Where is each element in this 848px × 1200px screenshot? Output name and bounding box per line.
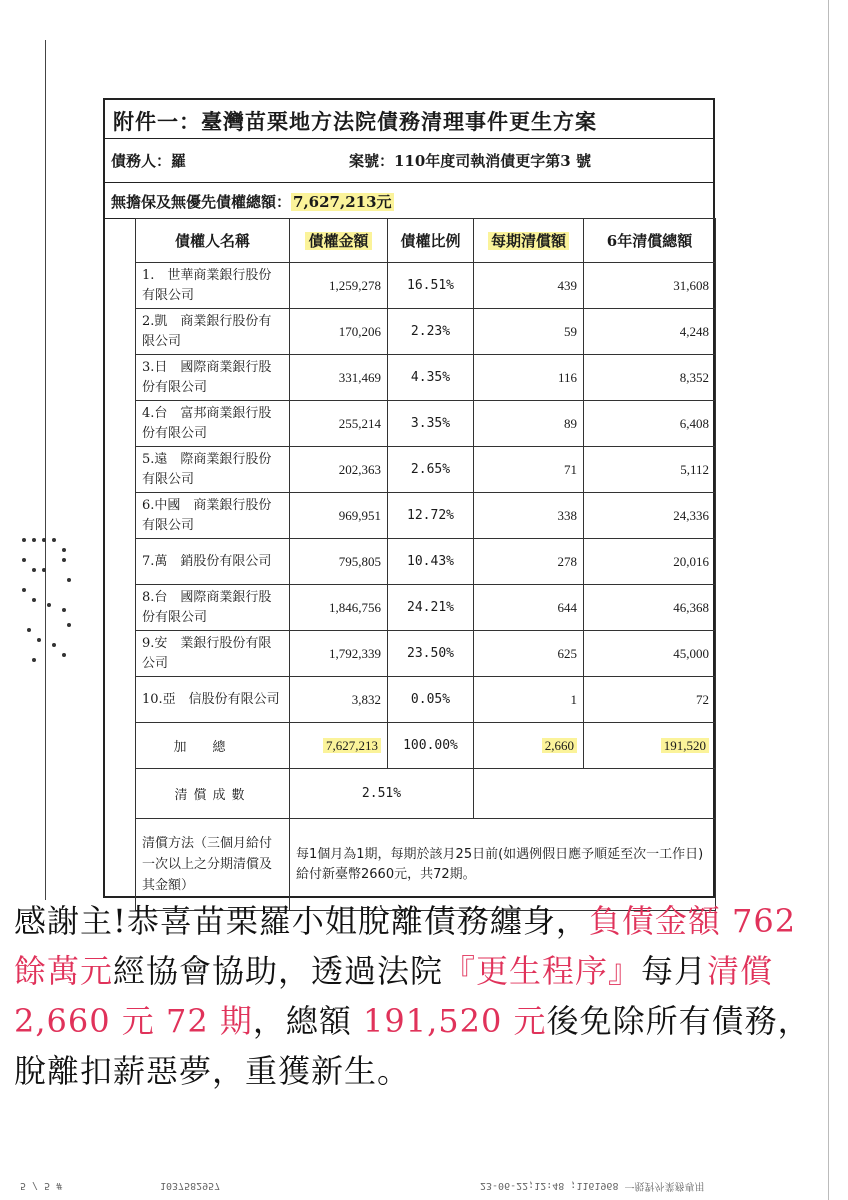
footer-fax: 1037582957 [160, 1180, 221, 1191]
claim-ratio: 3.35% [388, 401, 474, 447]
table-header-row [136, 219, 716, 263]
creditor-name: 2.凱 商業銀行股份有限公司 [136, 309, 290, 355]
table-row [136, 539, 716, 585]
six-year-total: 6,408 [584, 401, 716, 447]
caption-procedure: 『更生程序』 [443, 952, 642, 990]
footer-page: 5 / 5 # [20, 1180, 63, 1191]
header-claim-ratio: 債權比例 [388, 219, 474, 263]
sum-ratio: 100.00% [388, 723, 474, 769]
repayment-method-label: 清償方法（三個月給付一次以上之分期清償及其金額） [136, 819, 290, 911]
claim-ratio: 2.23% [388, 309, 474, 355]
sum-label: 加總 [136, 723, 290, 769]
per-period-amount: 338 [474, 493, 584, 539]
table-row [136, 677, 716, 723]
claim-ratio: 24.21% [388, 585, 474, 631]
six-year-total: 72 [584, 677, 716, 723]
six-year-total: 8,352 [584, 355, 716, 401]
six-year-total: 24,336 [584, 493, 716, 539]
caption-part-9: 後免除所有債務，脫離扣薪惡夢，重獲新生。 [14, 1002, 811, 1090]
total-claims-value: 7,627,213元 [293, 193, 392, 211]
per-period-amount: 644 [474, 585, 584, 631]
debtor-name: 債務人：羅 [111, 152, 187, 170]
table-row [136, 631, 716, 677]
per-period-amount: 116 [474, 355, 584, 401]
claim-ratio: 0.05% [388, 677, 474, 723]
sum-amount: 7,627,213 [323, 738, 381, 753]
claim-amount: 1,846,756 [290, 585, 388, 631]
punch-hole-dots [14, 530, 84, 670]
table-row [136, 401, 716, 447]
caption-total: 191,520 元 [363, 1002, 547, 1040]
claim-amount: 969,951 [290, 493, 388, 539]
claim-amount: 255,214 [290, 401, 388, 447]
claims-table [135, 218, 716, 911]
creditor-name: 8.台 國際商業銀行股份有限公司 [136, 585, 290, 631]
creditor-name: 1. 世華商業銀行股份有限公司 [136, 263, 290, 309]
claim-ratio: 4.35% [388, 355, 474, 401]
creditor-name: 3.日 國際商業銀行股份有限公司 [136, 355, 290, 401]
claim-amount: 170,206 [290, 309, 388, 355]
creditor-name: 5.遠 際商業銀行股份有限公司 [136, 447, 290, 493]
per-period-amount: 625 [474, 631, 584, 677]
table-row [136, 447, 716, 493]
per-period-amount: 278 [474, 539, 584, 585]
claim-ratio: 2.65% [388, 447, 474, 493]
creditor-name: 10.亞 信股份有限公司 [136, 677, 290, 723]
per-period-amount: 1 [474, 677, 584, 723]
six-year-total: 45,000 [584, 631, 716, 677]
header-six-year-total: 6年清償總額 [584, 219, 716, 263]
table-row [136, 585, 716, 631]
title-row [105, 100, 713, 139]
repayment-rate-label: 清償成數 [136, 769, 290, 819]
debtor-row [105, 138, 713, 183]
caption-debt-amount: 負債金額 762 餘萬元 [14, 902, 797, 990]
six-year-total: 20,016 [584, 539, 716, 585]
claim-ratio: 16.51% [388, 263, 474, 309]
footer-timestamp: 23-06-22;12:48 ;1161968 一般對外業務專用 [480, 1180, 705, 1191]
creditor-name: 9.安 業銀行股份有限公司 [136, 631, 290, 677]
table-row [136, 309, 716, 355]
per-period-amount: 439 [474, 263, 584, 309]
restructuring-plan-document [103, 98, 715, 898]
claim-amount: 795,805 [290, 539, 388, 585]
sum-per-period: 2,660 [542, 738, 577, 753]
header-claim-amount: 債權金額 [290, 219, 388, 263]
claim-amount: 3,832 [290, 677, 388, 723]
caption-part-5: 每月 [641, 952, 708, 990]
claim-ratio: 10.43% [388, 539, 474, 585]
header-per-period: 每期清償額 [474, 219, 584, 263]
creditor-name: 4.台 富邦商業銀行股份有限公司 [136, 401, 290, 447]
caption-repayment: 清償 2,660 元 72 期 [14, 952, 774, 1040]
table-row [136, 355, 716, 401]
six-year-total: 4,248 [584, 309, 716, 355]
claim-amount: 1,259,278 [290, 263, 388, 309]
case-number: 案號：110年度司執消債更字第3 號 [349, 152, 591, 170]
per-period-amount: 89 [474, 401, 584, 447]
repayment-method-text: 每1個月為1期，每期於該月25日前(如遇例假日應予順延至次一工作日)給付新臺幣2660元，共72期。 [290, 819, 716, 911]
caption-part-7: ，總額 [252, 1002, 364, 1040]
claim-amount: 331,469 [290, 355, 388, 401]
six-year-total: 46,368 [584, 585, 716, 631]
creditor-name: 7.萬 銷股份有限公司 [136, 539, 290, 585]
caption-part-3: 經協會協助，透過法院 [113, 952, 444, 990]
total-claims-row [105, 182, 713, 219]
total-claims-label: 無擔保及無優先債權總額： [111, 193, 292, 211]
claim-ratio: 23.50% [388, 631, 474, 677]
testimonial-caption [14, 896, 834, 1156]
claim-amount: 1,792,339 [290, 631, 388, 677]
table-row [136, 493, 716, 539]
table-row [136, 263, 716, 309]
sum-six-year-total: 191,520 [661, 738, 709, 753]
margin-line-left [45, 40, 46, 900]
sum-row [136, 723, 716, 769]
creditor-name: 6.中國 商業銀行股份有限公司 [136, 493, 290, 539]
six-year-total: 5,112 [584, 447, 716, 493]
per-period-amount: 59 [474, 309, 584, 355]
six-year-total: 31,608 [584, 263, 716, 309]
claim-ratio: 12.72% [388, 493, 474, 539]
document-title: 附件一：臺灣苗栗地方法院債務清理事件更生方案 [113, 109, 597, 134]
caption-part-1: 感謝主!恭喜苗栗羅小姐脫離債務纏身， [14, 902, 589, 940]
repayment-rate-value: 2.51% [290, 769, 474, 819]
header-creditor-name: 債權人名稱 [136, 219, 290, 263]
repayment-rate-row [136, 769, 716, 819]
per-period-amount: 71 [474, 447, 584, 493]
claim-amount: 202,363 [290, 447, 388, 493]
